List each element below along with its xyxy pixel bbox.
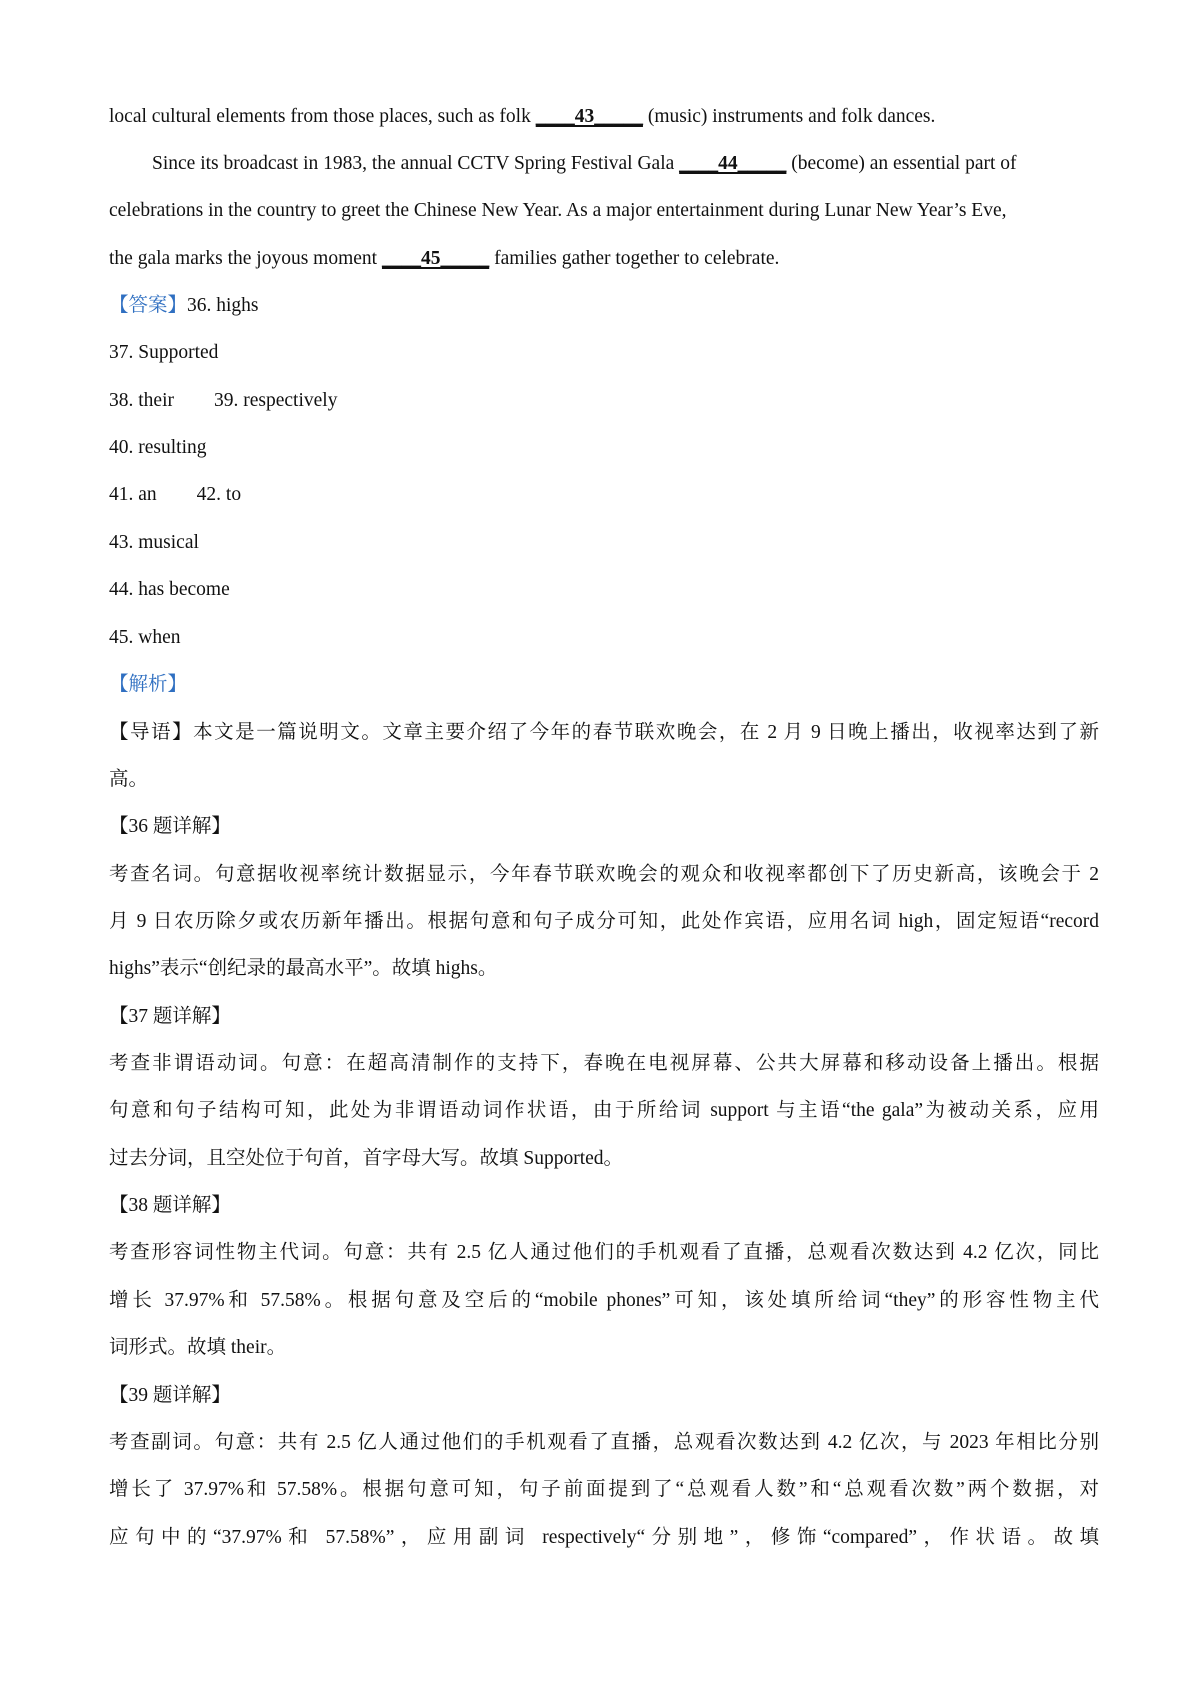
q39-explanation: 考查副词。句意：共有 2.5 亿人通过他们的手机观看了直播，总观看次数达到 4.2 亿次，与 2023 年相比分别 bbox=[109, 1432, 1099, 1453]
q37-explanation: 考查非谓语动词。句意：在超高清制作的支持下，春晚在电视屏幕、公共大屏幕和移动设备上播出。根据 bbox=[109, 1053, 1099, 1074]
q37-explanation: 句意和句子结构可知，此处为非谓语动词作状语，由于所给词 support 与主语“the gala”为被动关系，应用 bbox=[109, 1100, 1099, 1121]
blank-45: ____45_____ bbox=[381, 248, 490, 269]
passage-text: local cultural elements from those places, such as folk bbox=[109, 106, 536, 127]
analysis-label: 【解析】 bbox=[109, 674, 188, 695]
q36-explanation: 月 9 日农历除夕或农历新年播出。根据句意和句子成分可知，此处作宾语，应用名词 high，固定短语“record bbox=[109, 911, 1099, 932]
answer-41: 41. an bbox=[109, 484, 157, 505]
answer-line bbox=[109, 386, 337, 416]
blank-43: ____43_____ bbox=[535, 106, 643, 127]
passage-line: celebrations in the country to greet the Chinese New Year. As a major entertainment during Lunar New Year’s Eve, bbox=[109, 200, 1007, 221]
q39-explanation: 增长了 37.97%和 57.58%。根据句意可知，句子前面提到了“总观看人数”和“总观看次数”两个数据，对 bbox=[109, 1479, 1099, 1500]
passage-line bbox=[109, 244, 779, 274]
passage-line bbox=[152, 149, 1017, 179]
answer-label: 【答案】 bbox=[109, 295, 188, 316]
passage-line bbox=[109, 102, 935, 132]
q38-title: 【38 题详解】 bbox=[109, 1195, 231, 1216]
intro-line: 【导语】本文是一篇说明文。文章主要介绍了今年的春节联欢晚会，在 2 月 9 日晚上播出，收视率达到了新 bbox=[109, 722, 1099, 743]
passage-text: (music) instruments and folk dances. bbox=[642, 106, 936, 127]
q37-title: 【37 题详解】 bbox=[109, 1006, 231, 1027]
q38-explanation: 增长 37.97%和 57.58%。根据句意及空后的“mobile phones”可知，该处填所给词“they”的形容性物主代 bbox=[109, 1290, 1099, 1311]
q39-title: 【39 题详解】 bbox=[109, 1385, 231, 1406]
q38-explanation: 考查形容词性物主代词。句意：共有 2.5 亿人通过他们的手机观看了直播，总观看次数达到 4.2 亿次，同比 bbox=[109, 1242, 1099, 1263]
q37-explanation: 过去分词，且空处位于句首，首字母大写。故填 Supported。 bbox=[109, 1148, 624, 1169]
blank-44: ____44_____ bbox=[679, 153, 787, 174]
q36-explanation: 考查名词。句意据收视率统计数据显示，今年春节联欢晚会的观众和收视率都创下了历史新高，该晚会于 2 bbox=[109, 864, 1099, 885]
answer-37: 37. Supported bbox=[109, 342, 219, 363]
passage-text: families gather together to celebrate. bbox=[489, 248, 780, 269]
passage-text: the gala marks the joyous moment bbox=[109, 248, 382, 269]
intro-line: 高。 bbox=[109, 769, 149, 790]
passage-text: (become) an essential part of bbox=[786, 153, 1017, 174]
answer-40: 40. resulting bbox=[109, 437, 207, 458]
answer-45: 45. when bbox=[109, 627, 181, 648]
answer-39: 39. respectively bbox=[213, 390, 338, 411]
answer-38: 38. their bbox=[109, 390, 174, 411]
answer-42: 42. to bbox=[196, 484, 242, 505]
q39-explanation: 应句中的“37.97%和 57.58%”，应用副词 respectively“分别地”，修饰“compared”，作状语。故填 bbox=[109, 1527, 1099, 1548]
passage-text: Since its broadcast in 1983, the annual CCTV Spring Festival Gala bbox=[152, 153, 680, 174]
answer-line bbox=[109, 291, 259, 321]
answer-36: 36. highs bbox=[187, 295, 259, 316]
answer-44: 44. has become bbox=[109, 579, 230, 600]
q38-explanation: 词形式。故填 their。 bbox=[109, 1337, 287, 1358]
q36-explanation: highs”表示“创纪录的最高水平”。故填 highs。 bbox=[109, 958, 498, 979]
answer-43: 43. musical bbox=[109, 532, 199, 553]
answer-line bbox=[109, 480, 241, 510]
q36-title: 【36 题详解】 bbox=[109, 816, 231, 837]
